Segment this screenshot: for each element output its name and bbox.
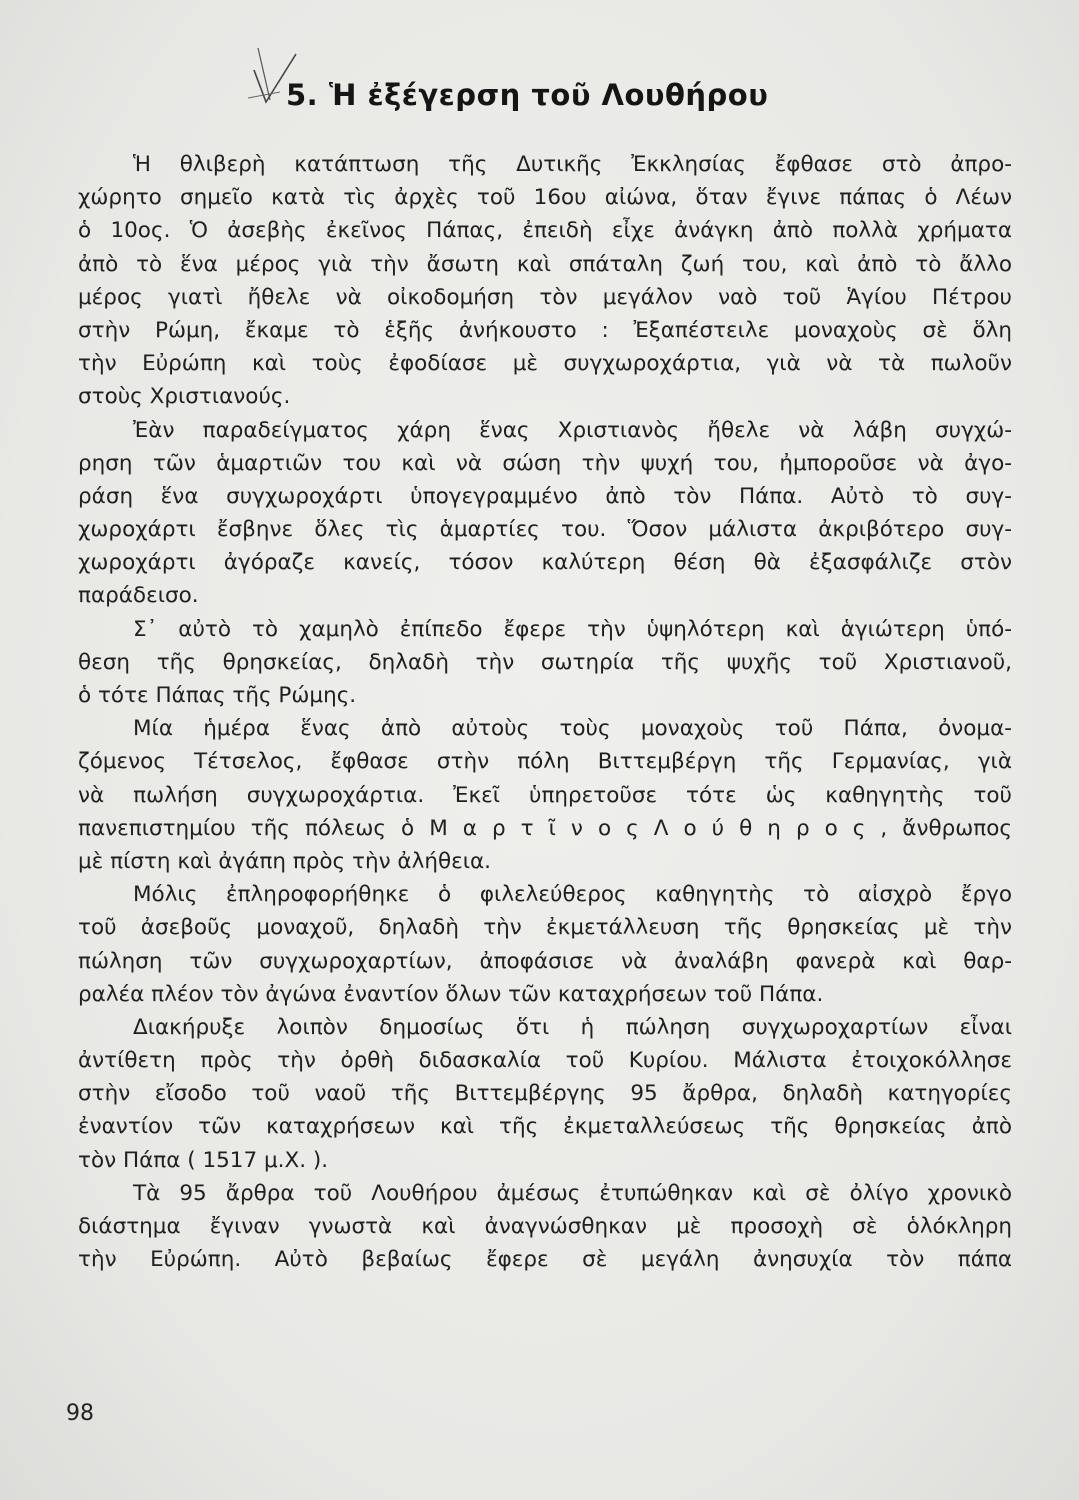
body-text xyxy=(78,148,1012,1276)
text-line: τὸν Πάπα ( 1517 μ.Χ. ). xyxy=(78,1147,329,1173)
text-line: Διακήρυξε λοιπὸν δημοσίως ὅτι ἡ πώληση συγχωροχαρτίων εἶναι xyxy=(133,1014,1012,1040)
text-line: μέρος γιατὶ ἤθελε νὰ οἰκοδομήση τὸν μεγάλον ναὸ τοῦ Ἁγίου Πέτρου xyxy=(78,284,1012,310)
text-line: Ἡ θλιβερὴ κατάπτωση τῆς Δυτικῆς Ἐκκλησίας ἔφθασε στὸ ἀπρο- xyxy=(133,152,1012,177)
paragraph xyxy=(78,712,1012,878)
paragraph xyxy=(78,148,1012,414)
text-line: Μία ἡμέρα ἕνας ἀπὸ αὐτοὺς τοὺς μοναχοὺς τοῦ Πάπα, ὀνομα- xyxy=(133,716,1012,742)
text-line: Σ᾽ αὐτὸ τὸ χαμηλὸ ἐπίπεδο ἔφερε τὴν ὑψηλότερη καὶ ἁγιώτερη ὑπό- xyxy=(133,616,1012,642)
text-line: Τὰ 95 ἄρθρα τοῦ Λουθήρου ἀμέσως ἐτυπώθηκαν καὶ σὲ ὀλίγο χρονικὸ xyxy=(133,1180,1012,1206)
text-line: πώληση τῶν συγχωροχαρτίων, ἀποφάσισε νὰ ἀναλάβη φανερὰ καὶ θαρ- xyxy=(78,948,1012,974)
text-line: στοὺς Χριστιανούς. xyxy=(78,384,291,410)
section-heading xyxy=(286,78,768,112)
text-line: ραλέα πλέον τὸν ἀγώνα ἐναντίον ὅλων τῶν καταχρήσεων τοῦ Πάπα. xyxy=(78,981,824,1007)
text-line: ράση ἕνα συγχωροχάρτι ὑπογεγραμμένο ἀπὸ τὸν Πάπα. Αὐτὸ τὸ συγ- xyxy=(78,483,1012,509)
section-number: 5. xyxy=(286,78,319,112)
text-line: στὴν εἴσοδο τοῦ ναοῦ τῆς Βιττεμβέργης 95 ἄρθρα, δηλαδὴ κατηγορίες xyxy=(78,1081,1012,1107)
text-line: στὴν Ρώμη, ἔκαμε τὸ ἑξῆς ἀνήκουστο : Ἐξαπέστειλε μοναχοὺς σὲ ὅλη xyxy=(78,317,1012,343)
text-line: ἀντίθετη πρὸς τὴν ὀρθὴ διδασκαλία τοῦ Κυρίου. Μάλιστα ἐτοιχοκόλλησε xyxy=(78,1048,1012,1074)
text-line: ρηση τῶν ἁμαρτιῶν του καὶ νὰ σώση τὴν ψυχή του, ἠμποροῦσε νὰ ἀγο- xyxy=(78,450,1012,476)
paragraph xyxy=(78,1011,1012,1177)
paragraph xyxy=(78,1177,1012,1277)
page-number: 98 xyxy=(66,1401,94,1426)
paragraph xyxy=(78,613,1012,713)
text-line: διάστημα ἔγιναν γνωστὰ καὶ ἀναγνώσθηκαν μὲ προσοχὴ σὲ ὁλόκληρη xyxy=(78,1214,1012,1239)
text-line: χώρητο σημεῖο κατὰ τὶς ἀρχὲς τοῦ 16ου αἰώνα, ὅταν ἔγινε πάπας ὁ Λέων xyxy=(78,185,1012,211)
text-line: τὴν Εὐρώπη καὶ τοὺς ἐφοδίασε μὲ συγχωροχάρτια, γιὰ νὰ τὰ πωλοῦν xyxy=(78,351,1012,377)
text-line: παράδεισο. xyxy=(78,583,199,609)
text-line: τὴν Εὐρώπη. Αὐτὸ βεβαίως ἔφερε σὲ μεγάλη ἀνησυχία τὸν πάπα xyxy=(78,1247,1012,1273)
paragraph xyxy=(78,878,1012,1011)
text-line: θεση τῆς θρησκείας, δηλαδὴ τὴν σωτηρία τῆς ψυχῆς τοῦ Χριστιανοῦ, xyxy=(78,649,1012,675)
text-line: νὰ πωλήση συγχωροχάρτια. Ἐκεῖ ὑπηρετοῦσε τότε ὡς καθηγητὴς τοῦ xyxy=(78,782,1012,808)
section-title: Ἡ ἐξέγερση τοῦ Λουθήρου xyxy=(328,78,769,112)
text-line: τοῦ ἀσεβοῦς μοναχοῦ, δηλαδὴ τὴν ἐκμετάλλευση τῆς θρησκείας μὲ τὴν xyxy=(78,915,1012,941)
text-line: Μόλις ἐπληροφορήθηκε ὁ φιλελεύθερος καθηγητὴς τὸ αἰσχρὸ ἔργο xyxy=(133,882,1012,908)
text-line: Ἐὰν παραδείγματος χάρη ἕνας Χριστιανὸς ἤθελε νὰ λάβη συγχώ- xyxy=(133,417,1012,443)
text-line: μὲ πίστη καὶ ἀγάπη πρὸς τὴν ἀλήθεια. xyxy=(78,848,492,874)
paragraph xyxy=(78,414,1012,613)
text-line: πανεπιστημίου τῆς πόλεως ὁ Μ α ρ τ ῖ ν ο ς Λ ο ύ θ η ρ ο ς , ἄνθρωπος xyxy=(78,815,1012,841)
text-line: ἀπὸ τὸ ἕνα μέρος γιὰ τὴν ἄσωτη καὶ σπάταλη ζωή του, καὶ ἀπὸ τὸ ἄλλο xyxy=(78,251,1012,277)
text-line: ζόμενος Τέτσελος, ἔφθασε στὴν πόλη Βιττεμβέργη τῆς Γερμανίας, γιὰ xyxy=(78,749,1012,775)
text-line: ὁ 10ος. Ὁ ἀσεβὴς ἐκεῖνος Πάπας, ἐπειδὴ εἶχε ἀνάγκη ἀπὸ πολλὰ χρήματα xyxy=(78,218,1012,244)
text-line: χωροχάρτι ἔσβηνε ὅλες τὶς ἁμαρτίες του. Ὅσον μάλιστα ἀκριβότερο συγ- xyxy=(78,517,1012,543)
text-line: χωροχάρτι ἀγόραζε κανείς, τόσον καλύτερη θέση θὰ ἐξασφάλιζε στὸν xyxy=(78,550,1012,576)
text-line: ὁ τότε Πάπας τῆς Ρώμης. xyxy=(78,683,357,708)
text-line: ἐναντίον τῶν καταχρήσεων καὶ τῆς ἐκμεταλλεύσεως τῆς θρησκείας ἀπὸ xyxy=(78,1114,1012,1140)
